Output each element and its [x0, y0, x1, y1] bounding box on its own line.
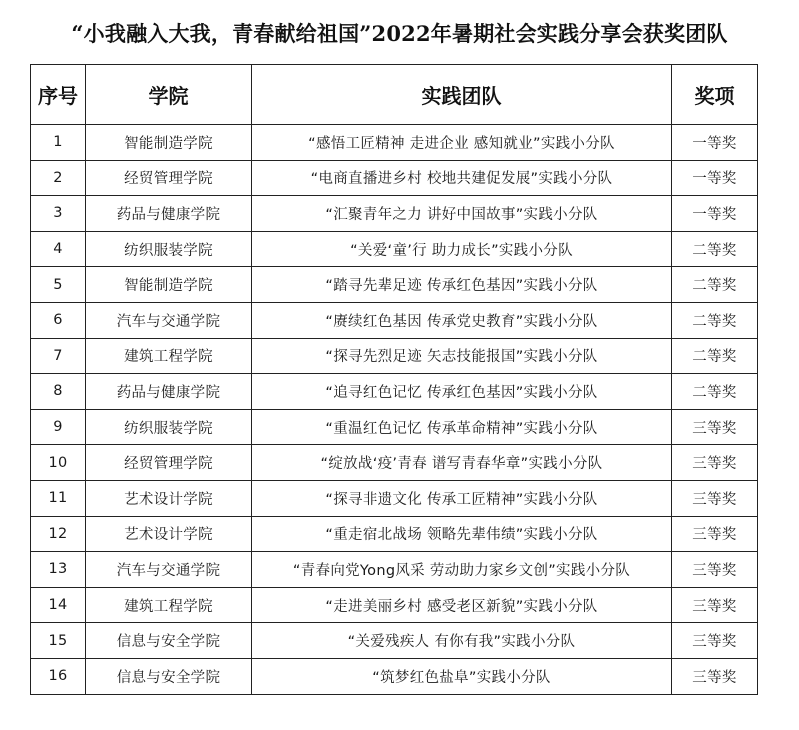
- cell-award: 二等奖: [672, 374, 758, 410]
- cell-award: 三等奖: [672, 552, 758, 588]
- cell-college: 智能制造学院: [86, 267, 252, 303]
- cell-award: 三等奖: [672, 516, 758, 552]
- cell-team: “绽放战‘疫’青春 谱写青春华章”实践小分队: [252, 445, 672, 481]
- cell-award: 二等奖: [672, 338, 758, 374]
- cell-college: 汽车与交通学院: [86, 552, 252, 588]
- cell-college: 汽车与交通学院: [86, 302, 252, 338]
- table-body: [31, 125, 758, 695]
- cell-index: 14: [31, 587, 86, 623]
- cell-index: 7: [31, 338, 86, 374]
- cell-college: 纺织服装学院: [86, 231, 252, 267]
- table-row: [31, 338, 758, 374]
- cell-index: 8: [31, 374, 86, 410]
- cell-index: 16: [31, 658, 86, 694]
- cell-college: 艺术设计学院: [86, 516, 252, 552]
- header-team: 实践团队: [252, 65, 672, 125]
- table-row: [31, 480, 758, 516]
- page-title: “小我融入大我，青春献给祖国”2022年暑期社会实践分享会获奖团队: [71, 21, 728, 46]
- table-row: [31, 658, 758, 694]
- table-row: [31, 516, 758, 552]
- cell-team: “探寻非遗文化 传承工匠精神”实践小分队: [252, 480, 672, 516]
- cell-award: 一等奖: [672, 125, 758, 161]
- table-header-row: [31, 65, 758, 125]
- cell-index: 5: [31, 267, 86, 303]
- cell-award: 二等奖: [672, 302, 758, 338]
- table-row: [31, 623, 758, 659]
- table-row: [31, 267, 758, 303]
- cell-index: 13: [31, 552, 86, 588]
- cell-index: 15: [31, 623, 86, 659]
- cell-index: 6: [31, 302, 86, 338]
- table-row: [31, 160, 758, 196]
- cell-college: 信息与安全学院: [86, 658, 252, 694]
- header-index: 序号: [31, 65, 86, 125]
- cell-award: 三等奖: [672, 445, 758, 481]
- award-table: [30, 64, 758, 695]
- cell-team: “走进美丽乡村 感受老区新貌”实践小分队: [252, 587, 672, 623]
- cell-college: 智能制造学院: [86, 125, 252, 161]
- cell-award: 三等奖: [672, 658, 758, 694]
- cell-index: 11: [31, 480, 86, 516]
- cell-team: “追寻红色记忆 传承红色基因”实践小分队: [252, 374, 672, 410]
- table-row: [31, 196, 758, 232]
- cell-award: 三等奖: [672, 480, 758, 516]
- cell-award: 二等奖: [672, 231, 758, 267]
- cell-college: 药品与健康学院: [86, 196, 252, 232]
- cell-index: 10: [31, 445, 86, 481]
- cell-team: “关爱‘童’行 助力成长”实践小分队: [252, 231, 672, 267]
- cell-award: 三等奖: [672, 409, 758, 445]
- cell-index: 3: [31, 196, 86, 232]
- cell-team: “电商直播进乡村 校地共建促发展”实践小分队: [252, 160, 672, 196]
- cell-college: 药品与健康学院: [86, 374, 252, 410]
- table-row: [31, 231, 758, 267]
- header-award: 奖项: [672, 65, 758, 125]
- table-row: [31, 302, 758, 338]
- cell-college: 纺织服装学院: [86, 409, 252, 445]
- cell-team: “赓续红色基因 传承党史教育”实践小分队: [252, 302, 672, 338]
- cell-team: “重温红色记忆 传承革命精神”实践小分队: [252, 409, 672, 445]
- cell-college: 经贸管理学院: [86, 160, 252, 196]
- cell-team: “踏寻先辈足迹 传承红色基因”实践小分队: [252, 267, 672, 303]
- cell-college: 信息与安全学院: [86, 623, 252, 659]
- cell-team: “青春向党Yong风采 劳动助力家乡文创”实践小分队: [252, 552, 672, 588]
- cell-index: 4: [31, 231, 86, 267]
- cell-team: “感悟工匠精神 走进企业 感知就业”实践小分队: [252, 125, 672, 161]
- cell-team: “探寻先烈足迹 矢志技能报国”实践小分队: [252, 338, 672, 374]
- table-row: [31, 409, 758, 445]
- cell-college: 建筑工程学院: [86, 338, 252, 374]
- cell-award: 三等奖: [672, 623, 758, 659]
- cell-college: 艺术设计学院: [86, 480, 252, 516]
- cell-award: 一等奖: [672, 160, 758, 196]
- table-row: [31, 445, 758, 481]
- cell-award: 一等奖: [672, 196, 758, 232]
- table-row: [31, 587, 758, 623]
- cell-index: 12: [31, 516, 86, 552]
- cell-index: 1: [31, 125, 86, 161]
- cell-team: “关爱残疾人 有你有我”实践小分队: [252, 623, 672, 659]
- cell-team: “筑梦红色盐阜”实践小分队: [252, 658, 672, 694]
- table-row: [31, 552, 758, 588]
- cell-college: 经贸管理学院: [86, 445, 252, 481]
- table-row: [31, 374, 758, 410]
- cell-college: 建筑工程学院: [86, 587, 252, 623]
- cell-award: 二等奖: [672, 267, 758, 303]
- cell-award: 三等奖: [672, 587, 758, 623]
- cell-index: 2: [31, 160, 86, 196]
- cell-team: “重走宿北战场 领略先辈伟绩”实践小分队: [252, 516, 672, 552]
- cell-team: “汇聚青年之力 讲好中国故事”实践小分队: [252, 196, 672, 232]
- cell-index: 9: [31, 409, 86, 445]
- header-college: 学院: [86, 65, 252, 125]
- table-row: [31, 125, 758, 161]
